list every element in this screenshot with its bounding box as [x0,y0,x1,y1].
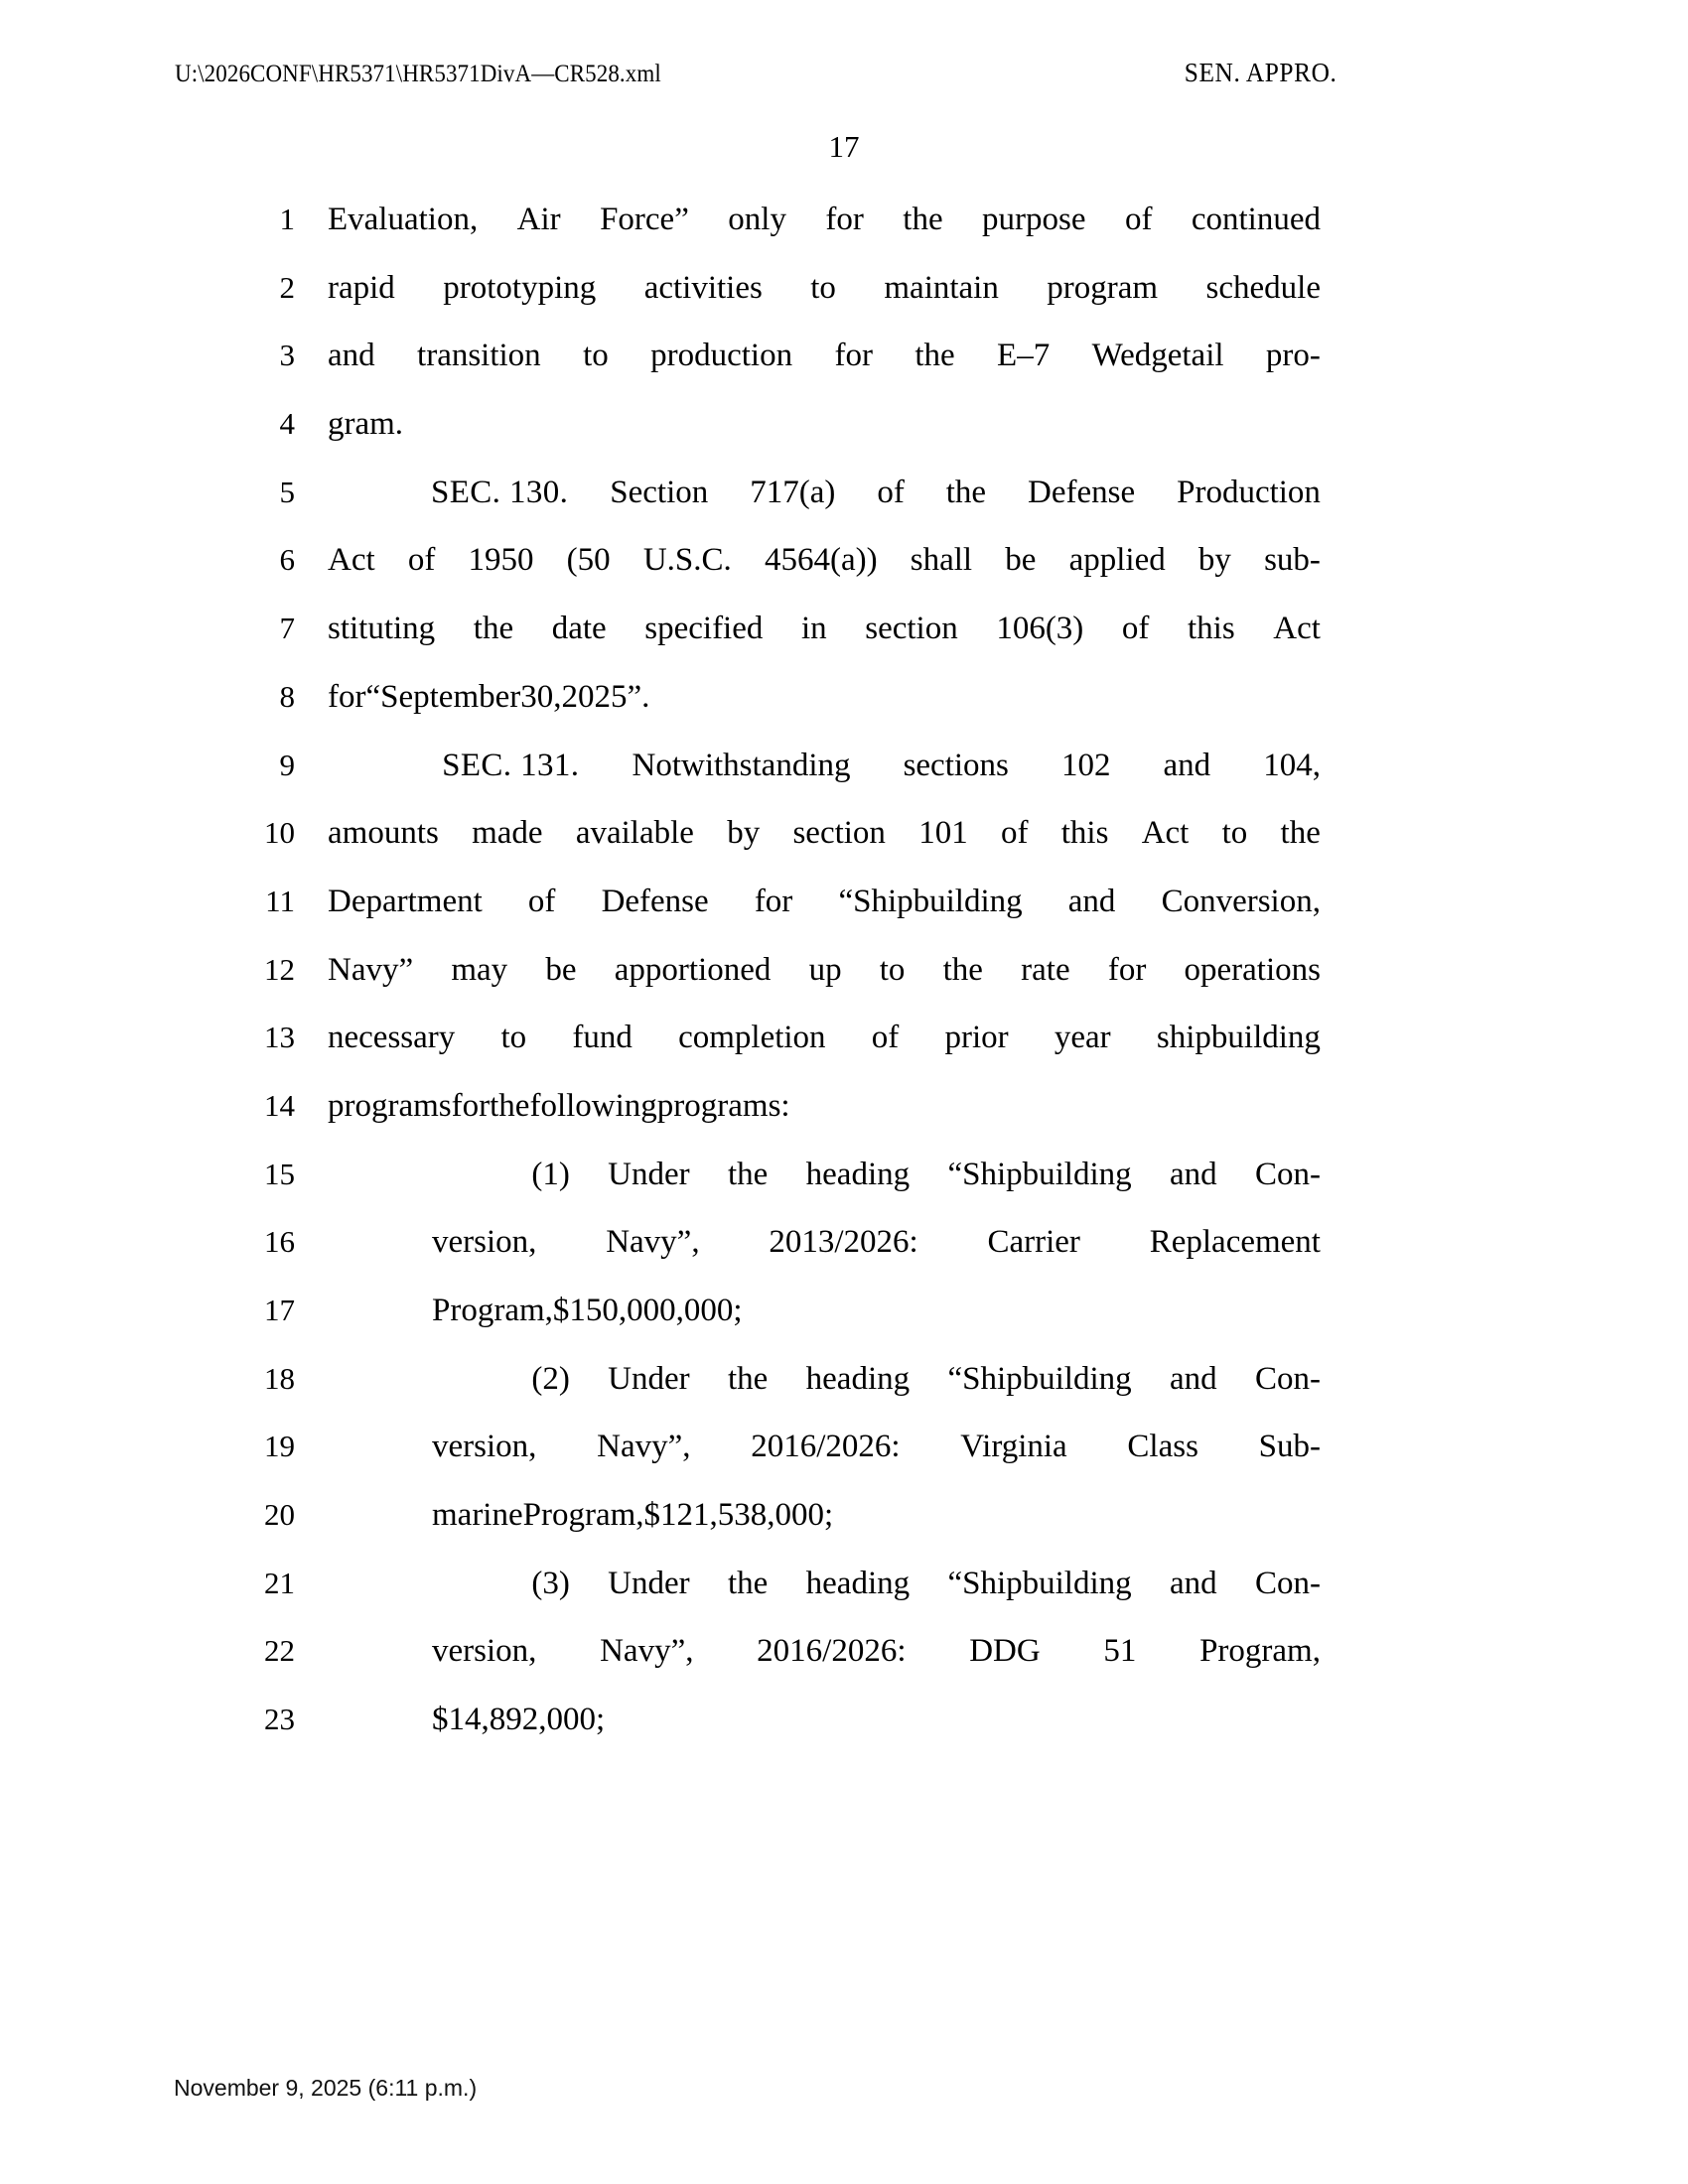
word: for [1107,951,1147,988]
word: may [451,951,508,988]
word: Navy”, [600,1633,694,1670]
word: the [942,951,983,988]
word: 4564(a)) [764,542,878,579]
line-number: 10 [264,815,295,851]
word: this [1060,815,1109,852]
word: stituting [328,611,436,647]
line-text [328,1012,1321,1063]
line-number: 6 [279,542,295,578]
line-text [328,876,1321,927]
word: operations [1184,951,1321,988]
word: purpose [982,202,1086,237]
bill-line [243,467,1321,535]
line-text [432,1625,1321,1677]
line-number: 16 [264,1224,295,1260]
bill-line [243,944,1321,1013]
line-text [328,330,1321,381]
section-label: SEC. 130. [430,474,569,510]
word: of [1121,611,1150,647]
word: and [1170,1360,1217,1397]
word: sections [903,747,1009,783]
line-number: 15 [264,1156,295,1191]
word: (2) [531,1360,570,1397]
bill-line [243,603,1321,671]
word: to [810,269,836,306]
line-number: 4 [279,406,295,442]
line-text [328,603,1321,654]
word: prototyping [443,269,597,306]
header-stamp: SEN. APPRO. [1184,58,1336,87]
line-text [432,1149,1321,1200]
word: the [903,202,943,237]
line-text [432,1489,1321,1541]
word: 1950 [468,542,534,579]
word: version, [432,1429,537,1465]
word: the [727,1360,769,1397]
bill-line [243,671,1321,740]
word: (3) [531,1565,570,1601]
word: Under [608,1156,690,1192]
word: Sub- [1258,1429,1321,1465]
word: program [1047,269,1159,306]
word: Class [1127,1429,1198,1465]
word: Force” [600,202,689,237]
word: Evaluation, [328,202,479,237]
line-text [432,1216,1321,1268]
word: Navy”, [597,1429,691,1465]
line-text [328,671,1321,723]
word: “Shipbuilding [947,1565,1132,1601]
word: Air [516,202,561,237]
word: date [551,611,607,647]
line-number: 5 [279,474,295,509]
word: U.S.C. [642,542,732,579]
word: Act [328,542,375,579]
line-text [328,194,1321,245]
bill-line [243,262,1321,331]
line-text [328,807,1321,859]
word: of [1124,202,1153,237]
word: Con- [1255,1360,1321,1397]
line-text [328,534,1321,586]
line-text [432,1353,1321,1405]
bill-line [243,1558,1321,1626]
word: activities [643,269,763,306]
word: “Shipbuilding [947,1156,1132,1192]
word: programs: [656,1087,790,1124]
word: in [800,611,827,647]
word: (1) [531,1156,570,1192]
word: Conversion, [1161,883,1321,919]
bill-line [243,1625,1321,1694]
word: for [451,1087,491,1124]
word: 102 [1060,747,1111,783]
paragraph-indent [432,1149,493,1200]
word: section [865,611,958,647]
bill-line [243,194,1321,262]
word: programs [328,1087,452,1124]
word: 2013/2026: [769,1224,918,1261]
word: 2016/2026: [757,1633,907,1670]
word: Under [608,1565,690,1601]
word: 51 [1103,1633,1137,1670]
bill-line [243,876,1321,944]
word: by [727,815,761,852]
word: marine [432,1497,523,1534]
word: 30, [520,678,562,715]
word: of [871,1020,900,1056]
word: “Shipbuilding [838,883,1023,919]
word: Program, [432,1293,553,1328]
line-number: 2 [279,269,295,305]
line-number: 17 [264,1293,295,1327]
word: Under [608,1360,690,1397]
word: sub- [1264,542,1321,579]
page-number: 17 [828,129,860,164]
line-number: 22 [264,1633,295,1669]
word: of [877,474,905,510]
word: Replacement [1149,1224,1321,1261]
line-text [328,262,1321,314]
word: 104, [1263,747,1321,783]
word: $121,538,000; [643,1497,834,1534]
bill-line [243,1149,1321,1217]
line-number: 12 [264,951,295,987]
running-head [175,58,1336,88]
word: to [879,951,906,988]
word: only [728,202,786,237]
word: following [529,1087,657,1124]
word: Department [328,883,483,919]
line-text [432,1558,1321,1609]
word: Notwithstanding [632,747,851,783]
word: made [472,815,543,852]
word: of [527,883,556,919]
word: apportioned [614,951,772,988]
word: Virginia [960,1429,1067,1465]
header-file-path: U:\2026CONF\HR5371\HR5371DivA—CR528.xml [175,61,661,87]
word: Con- [1255,1156,1321,1192]
footer-timestamp: November 9, 2025 (6:11 p.m.) [174,2075,478,2101]
bill-line [243,740,1321,808]
line-number: 14 [264,1087,295,1123]
word: production [650,338,793,374]
word: Carrier [987,1224,1080,1261]
word: Navy” [328,951,414,988]
word: Defense [601,883,709,919]
word: be [1005,542,1037,579]
line-number: 1 [279,202,295,236]
bill-line [243,1489,1321,1558]
bill-line [243,1080,1321,1149]
section-label: SEC. 131. [442,747,580,783]
word: specified [644,611,764,647]
word: 2025”. [561,678,650,715]
word: Wedgetail [1091,338,1224,374]
word: to [583,338,609,374]
word: the [490,1087,530,1124]
word: the [945,474,987,510]
word: “Shipbuilding [947,1360,1132,1397]
line-text [432,1694,1321,1745]
line-text [328,740,1321,791]
bill-line [243,1421,1321,1489]
word: up [808,951,842,988]
line-number: 21 [264,1565,295,1600]
word: for [825,202,864,237]
word: for [754,883,793,919]
word: Section [610,474,709,510]
line-text [328,467,1321,518]
bill-line [243,534,1321,603]
word: the [727,1565,769,1601]
word: applied [1068,542,1166,579]
word: section [792,815,886,852]
word: continued [1191,202,1321,237]
word: version, [432,1633,537,1670]
word: Production [1177,474,1321,510]
word: 717(a) [750,474,836,510]
line-text [328,398,1321,450]
line-text [432,1285,1321,1336]
bill-line [243,1012,1321,1080]
word: and [1170,1565,1217,1601]
word: this [1187,611,1235,647]
word: and [1163,747,1211,783]
word: necessary [328,1020,456,1056]
word: heading [805,1565,911,1601]
word: prior [944,1020,1009,1056]
word: pro- [1265,338,1321,374]
line-number: 18 [264,1360,295,1396]
word: and [328,338,375,374]
bill-line [243,330,1321,398]
word: year [1054,1020,1111,1056]
word: Defense [1028,474,1136,510]
word: Navy”, [606,1224,700,1261]
word: heading [805,1156,911,1192]
paragraph-indent [432,1353,493,1405]
bill-line [243,1353,1321,1422]
word: heading [805,1360,911,1397]
word: available [575,815,694,852]
line-number: 7 [279,611,295,646]
word: $14,892,000; [432,1702,606,1738]
line-text [328,1080,1321,1132]
paragraph-indent [328,467,389,518]
word: $150,000,000; [552,1293,743,1328]
word: Act [1141,815,1190,852]
word: rate [1021,951,1070,988]
word: the [1280,815,1321,852]
word: maintain [884,269,999,306]
bill-line [243,1216,1321,1285]
line-number: 8 [279,678,295,714]
word: E–7 [997,338,1051,374]
line-number: 3 [279,338,295,373]
word: transition [417,338,541,374]
word: version, [432,1224,537,1261]
word: shall [910,542,973,579]
line-number: 11 [265,883,295,918]
word: Act [1273,611,1321,647]
word: amounts [328,815,439,852]
word: schedule [1205,269,1321,306]
word: to [1221,815,1248,852]
word: gram. [328,406,404,443]
word: Program, [1199,1633,1321,1670]
line-text [328,944,1321,996]
word: of [407,542,436,579]
word: DDG [969,1633,1041,1670]
word: Con- [1255,1565,1321,1601]
word: the [727,1156,769,1192]
word: rapid [328,269,395,306]
word: the [473,611,514,647]
word: “September [365,678,521,715]
word: completion [678,1020,826,1056]
line-number: 13 [264,1020,295,1055]
word: fund [572,1020,633,1056]
bill-line [243,1285,1321,1353]
word: be [545,951,577,988]
bill-line [243,807,1321,876]
word: for [328,678,366,715]
word: of [1000,815,1029,852]
word: (50 [566,542,611,579]
line-number: 9 [279,747,295,782]
line-text [432,1421,1321,1472]
paragraph-indent [432,1558,493,1609]
bill-text-body [243,194,1321,1762]
paragraph-indent [328,740,389,791]
word: and [1170,1156,1217,1192]
bill-line [243,1694,1321,1762]
word: to [500,1020,527,1056]
line-number: 20 [264,1497,295,1533]
word: the [914,338,955,374]
word: 2016/2026: [751,1429,901,1465]
word: 101 [918,815,968,852]
word: and [1067,883,1116,919]
line-number: 23 [264,1702,295,1737]
word: shipbuilding [1156,1020,1321,1056]
word: for [834,338,873,374]
word: 106(3) [996,611,1084,647]
bill-line [243,398,1321,467]
line-number: 19 [264,1429,295,1464]
word: by [1197,542,1231,579]
word: Program, [522,1497,644,1534]
